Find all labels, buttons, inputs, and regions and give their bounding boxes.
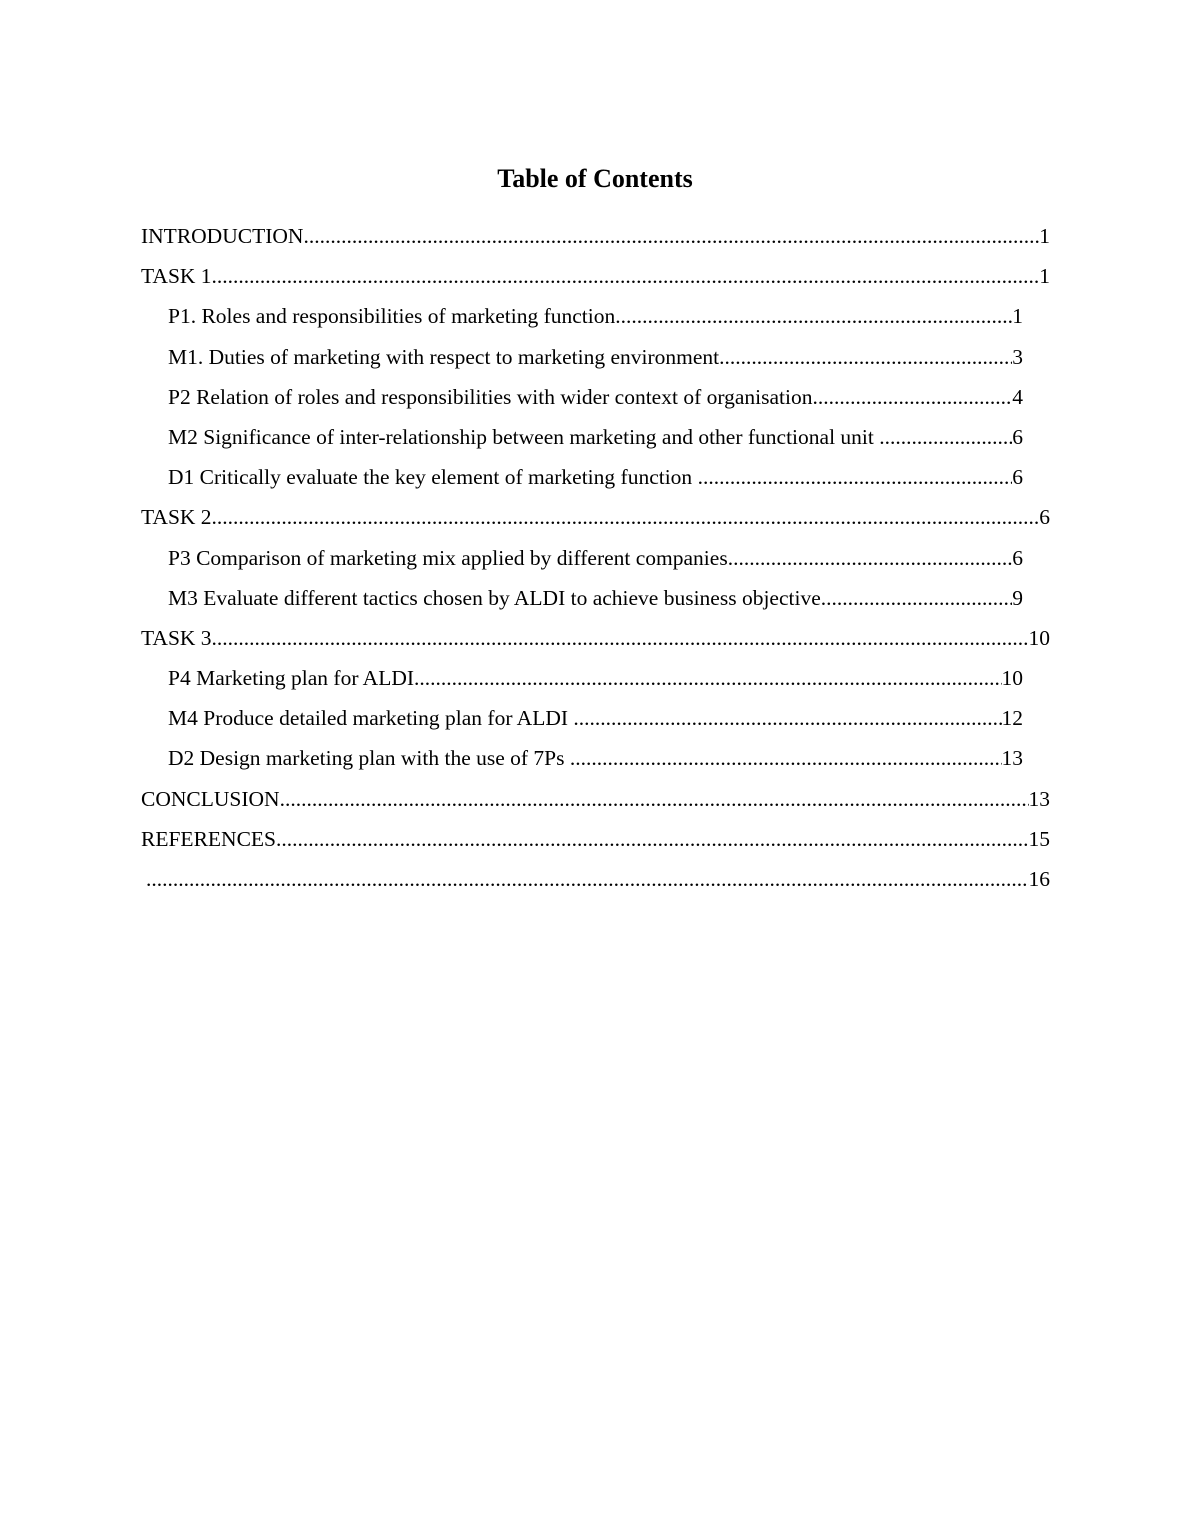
- toc-entry[interactable]: [141, 256, 1050, 296]
- toc-entry-text: CONCLUSION: [141, 786, 280, 811]
- toc-entry[interactable]: [168, 538, 1023, 578]
- toc-entry-text: P3 Comparison of marketing mix applied by different companies: [168, 545, 728, 570]
- toc-page-number: 6: [1039, 505, 1050, 530]
- toc-list: [0, 216, 1190, 899]
- toc-dot-leader: [879, 417, 1012, 457]
- toc-entry[interactable]: [168, 738, 1023, 778]
- toc-entry-text: TASK 3: [141, 625, 212, 650]
- toc-entry[interactable]: [168, 658, 1023, 698]
- toc-entry[interactable]: [141, 779, 1050, 819]
- toc-entry[interactable]: [141, 819, 1050, 859]
- toc-page-number: 6: [1012, 424, 1023, 449]
- toc-dot-leader: [615, 296, 1012, 336]
- toc-entry-text: D1 Critically evaluate the key element of marketing function: [168, 465, 698, 490]
- toc-page-number: 3: [1012, 344, 1023, 369]
- toc-entry-text: M4 Produce detailed marketing plan for ALDI: [168, 706, 574, 731]
- toc-dot-leader: [276, 819, 1029, 859]
- toc-dot-leader: [303, 216, 1039, 256]
- toc-page-number: 6: [1012, 465, 1023, 490]
- toc-entry[interactable]: [168, 337, 1023, 377]
- toc-dot-leader: [698, 457, 1013, 497]
- toc-dot-leader: [414, 658, 1001, 698]
- toc-entry-text: P4 Marketing plan for ALDI: [168, 666, 415, 691]
- toc-page-number: 12: [1001, 706, 1023, 731]
- toc-dot-leader: [570, 738, 1002, 778]
- toc-dot-leader: [821, 578, 1012, 618]
- toc-entry[interactable]: [141, 216, 1050, 256]
- toc-page-number: 6: [1012, 545, 1023, 570]
- toc-page-number: 16: [1028, 867, 1050, 891]
- toc-dot-leader: [146, 859, 1029, 899]
- toc-page-number: 4: [1012, 384, 1023, 409]
- toc-entry-text: REFERENCES: [141, 826, 276, 851]
- toc-page-number: 13: [1001, 746, 1023, 771]
- toc-dot-leader: [719, 337, 1012, 377]
- toc-entry[interactable]: [168, 578, 1023, 618]
- toc-entry-text: M3 Evaluate different tactics chosen by ALDI to achieve business objective: [168, 585, 821, 610]
- toc-entry-text: M1. Duties of marketing with respect to marketing environment: [168, 344, 720, 369]
- toc-page-number: 10: [1001, 666, 1023, 691]
- toc-page-number: 9: [1012, 585, 1023, 610]
- toc-page-number: 13: [1028, 786, 1050, 811]
- toc-dot-leader: [813, 377, 1013, 417]
- toc-entry[interactable]: [168, 457, 1023, 497]
- toc-entry[interactable]: [168, 698, 1023, 738]
- toc-entry[interactable]: [141, 618, 1050, 658]
- toc-dot-leader: [573, 698, 1001, 738]
- toc-entry[interactable]: [168, 417, 1023, 457]
- toc-dot-leader: [212, 618, 1029, 658]
- toc-entry-text: TASK 1: [141, 264, 212, 289]
- toc-dot-leader: [280, 779, 1029, 819]
- toc-entry-text: INTRODUCTION: [141, 224, 304, 248]
- toc-entry[interactable]: [168, 296, 1023, 336]
- toc-entry[interactable]: [168, 377, 1023, 417]
- toc-dot-leader: [728, 538, 1013, 578]
- toc-entry-text: D2 Design marketing plan with the use of 7Ps: [168, 746, 570, 771]
- toc-page-number: 1: [1039, 224, 1050, 248]
- toc-entry-text: P1. Roles and responsibilities of marketing function: [168, 304, 616, 329]
- toc-entry[interactable]: [146, 859, 1050, 899]
- toc-page-number: 10: [1028, 625, 1050, 650]
- page-title: Table of Contents: [497, 164, 693, 193]
- toc-dot-leader: [212, 256, 1040, 296]
- toc-page-number: 1: [1039, 264, 1050, 289]
- toc-entry[interactable]: [141, 497, 1050, 537]
- toc-dot-leader: [212, 497, 1040, 537]
- toc-page-number: 1: [1012, 304, 1023, 329]
- toc-entry-text: M2 Significance of inter-relationship between marketing and other functional unit: [168, 424, 880, 449]
- toc-entry-text: P2 Relation of roles and responsibilities with wider context of organisation: [168, 384, 813, 409]
- toc-page-number: 15: [1028, 826, 1050, 851]
- toc-entry-text: TASK 2: [141, 505, 212, 530]
